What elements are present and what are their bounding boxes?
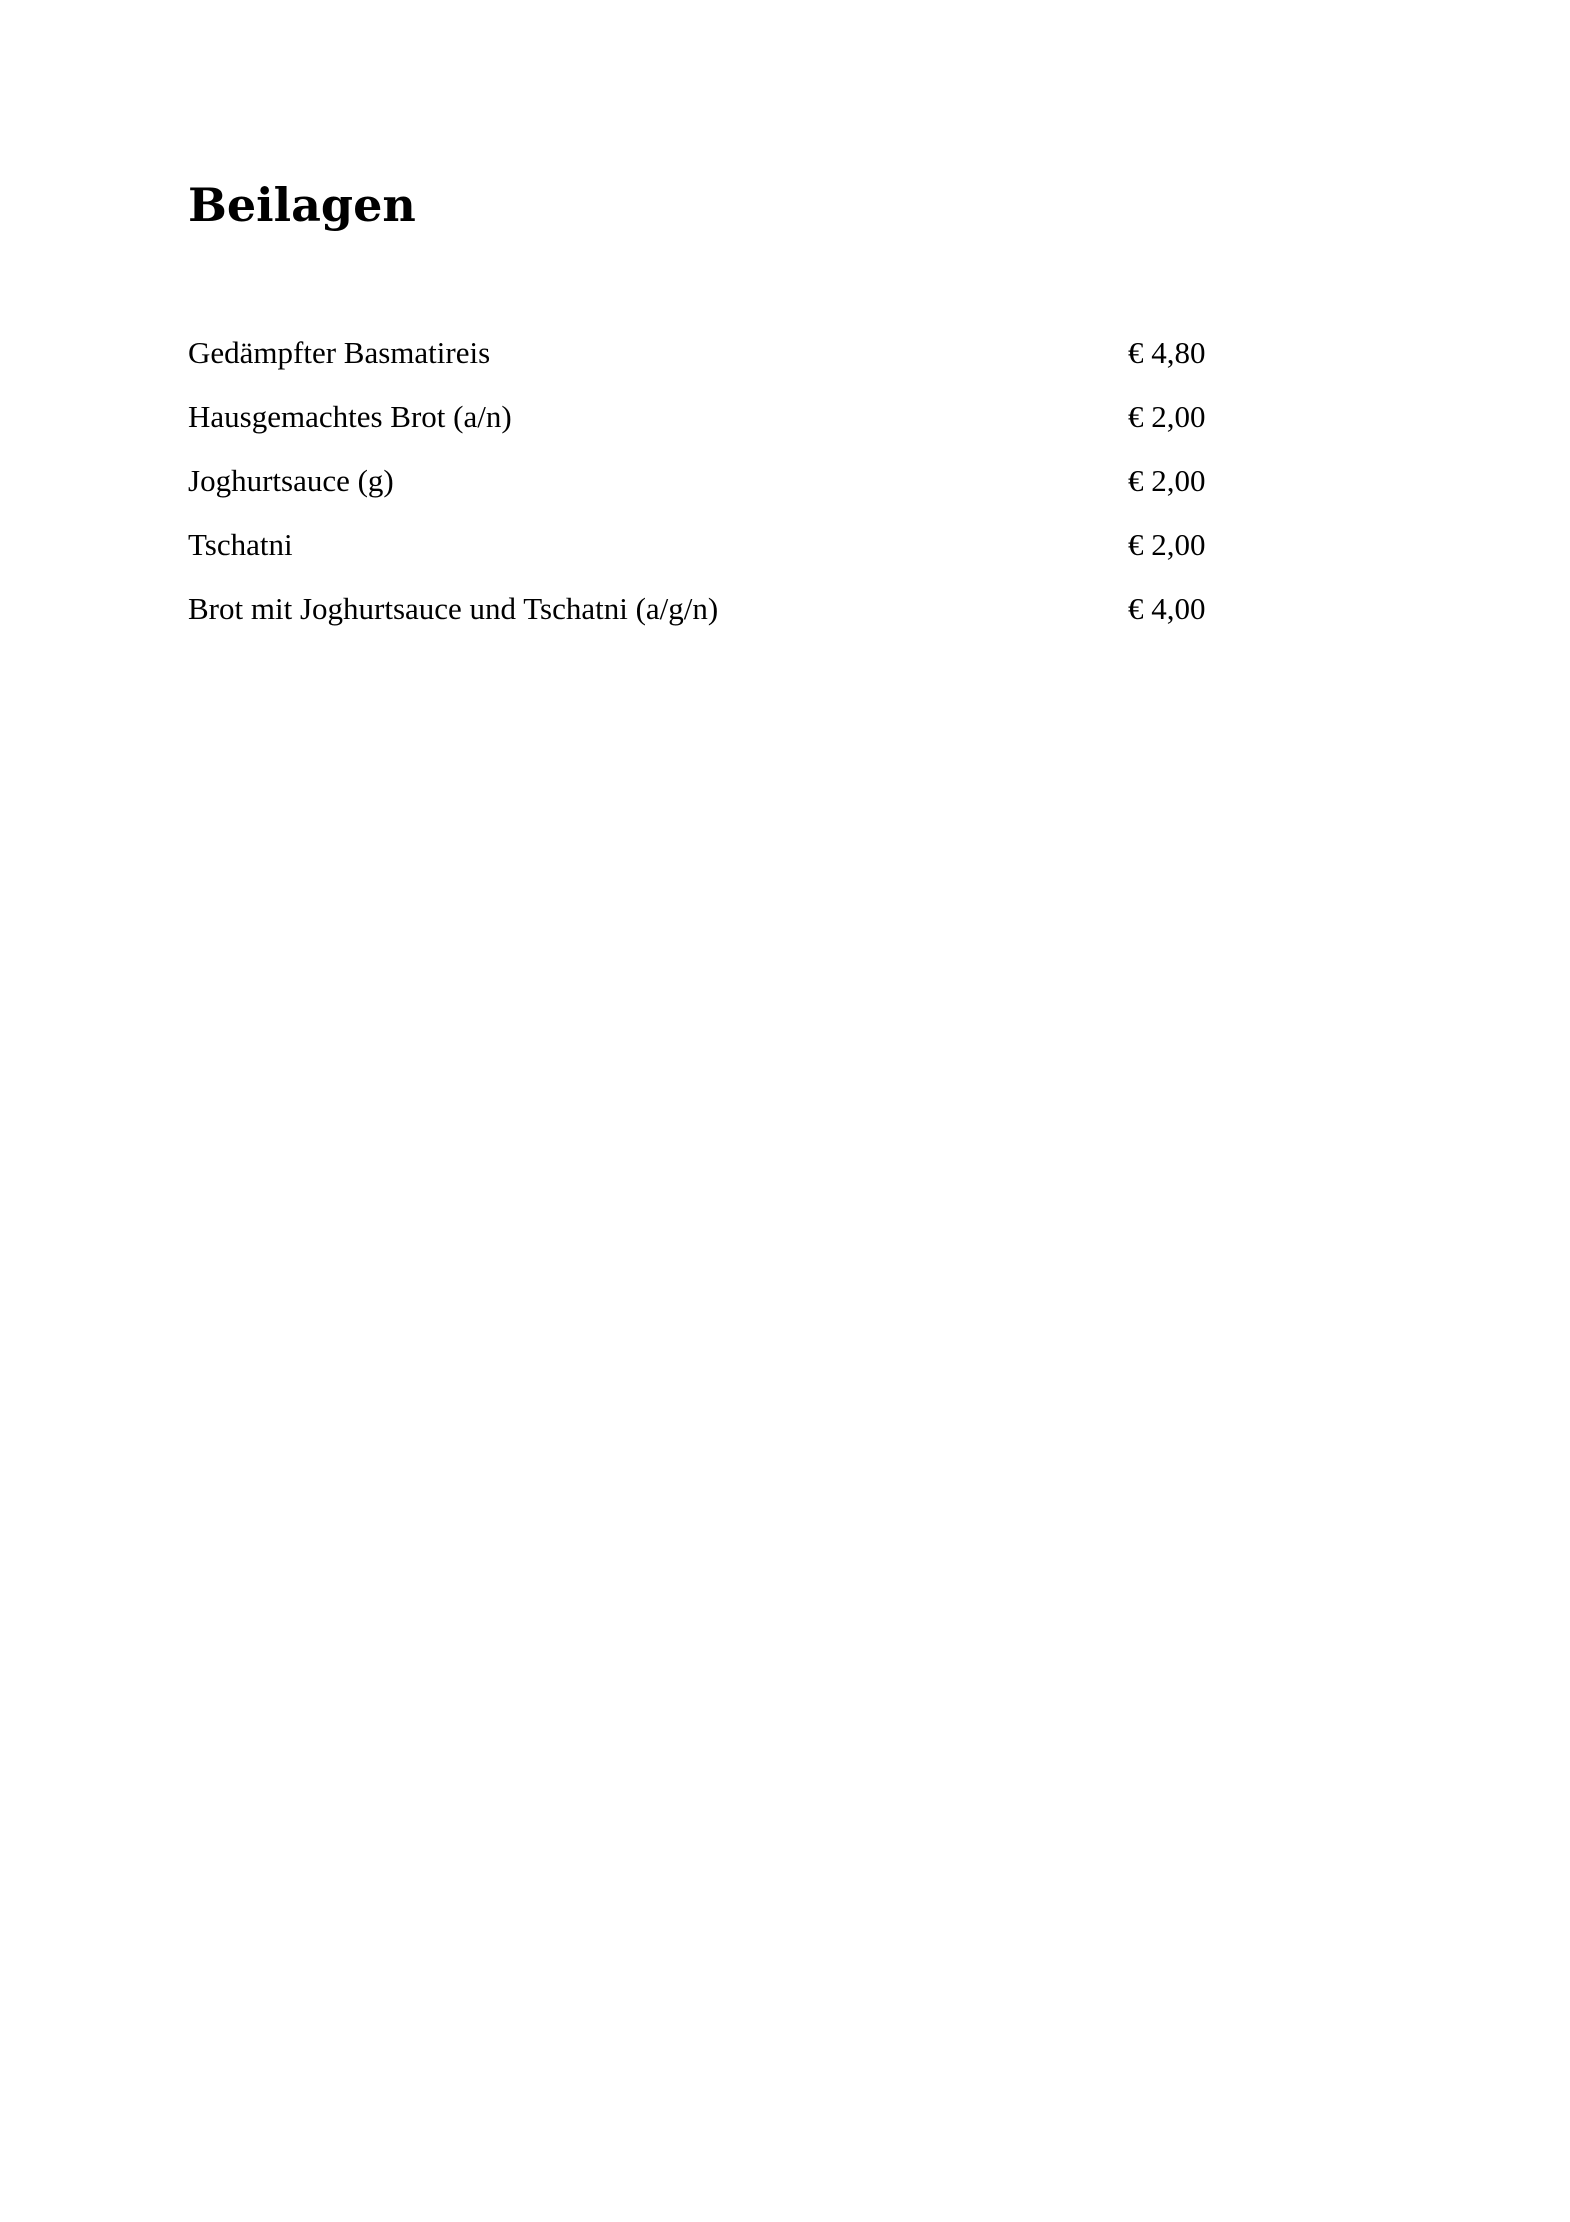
menu-item bbox=[188, 588, 1218, 652]
menu-item-price: € 2,00 bbox=[1128, 399, 1206, 434]
menu-item-price: € 2,00 bbox=[1128, 527, 1206, 562]
menu-item-name: Hausgemachtes Brot (a/n) bbox=[188, 399, 512, 434]
menu-item-name: Joghurtsauce (g) bbox=[188, 463, 394, 498]
menu-item-price: € 4,00 bbox=[1128, 591, 1206, 626]
menu-item bbox=[188, 332, 1218, 396]
menu-item-price: € 2,00 bbox=[1128, 463, 1206, 498]
menu-item-price: € 4,80 bbox=[1128, 335, 1206, 370]
page-title: Beilagen bbox=[188, 178, 416, 232]
menu-item bbox=[188, 524, 1218, 588]
menu-item bbox=[188, 396, 1218, 460]
menu-list bbox=[188, 332, 1218, 652]
menu-item-name: Gedämpfter Basmatireis bbox=[188, 335, 491, 370]
menu-item-name: Tschatni bbox=[188, 527, 293, 562]
menu-item bbox=[188, 460, 1218, 524]
menu-item-name: Brot mit Joghurtsauce und Tschatni (a/g/n) bbox=[188, 591, 719, 626]
